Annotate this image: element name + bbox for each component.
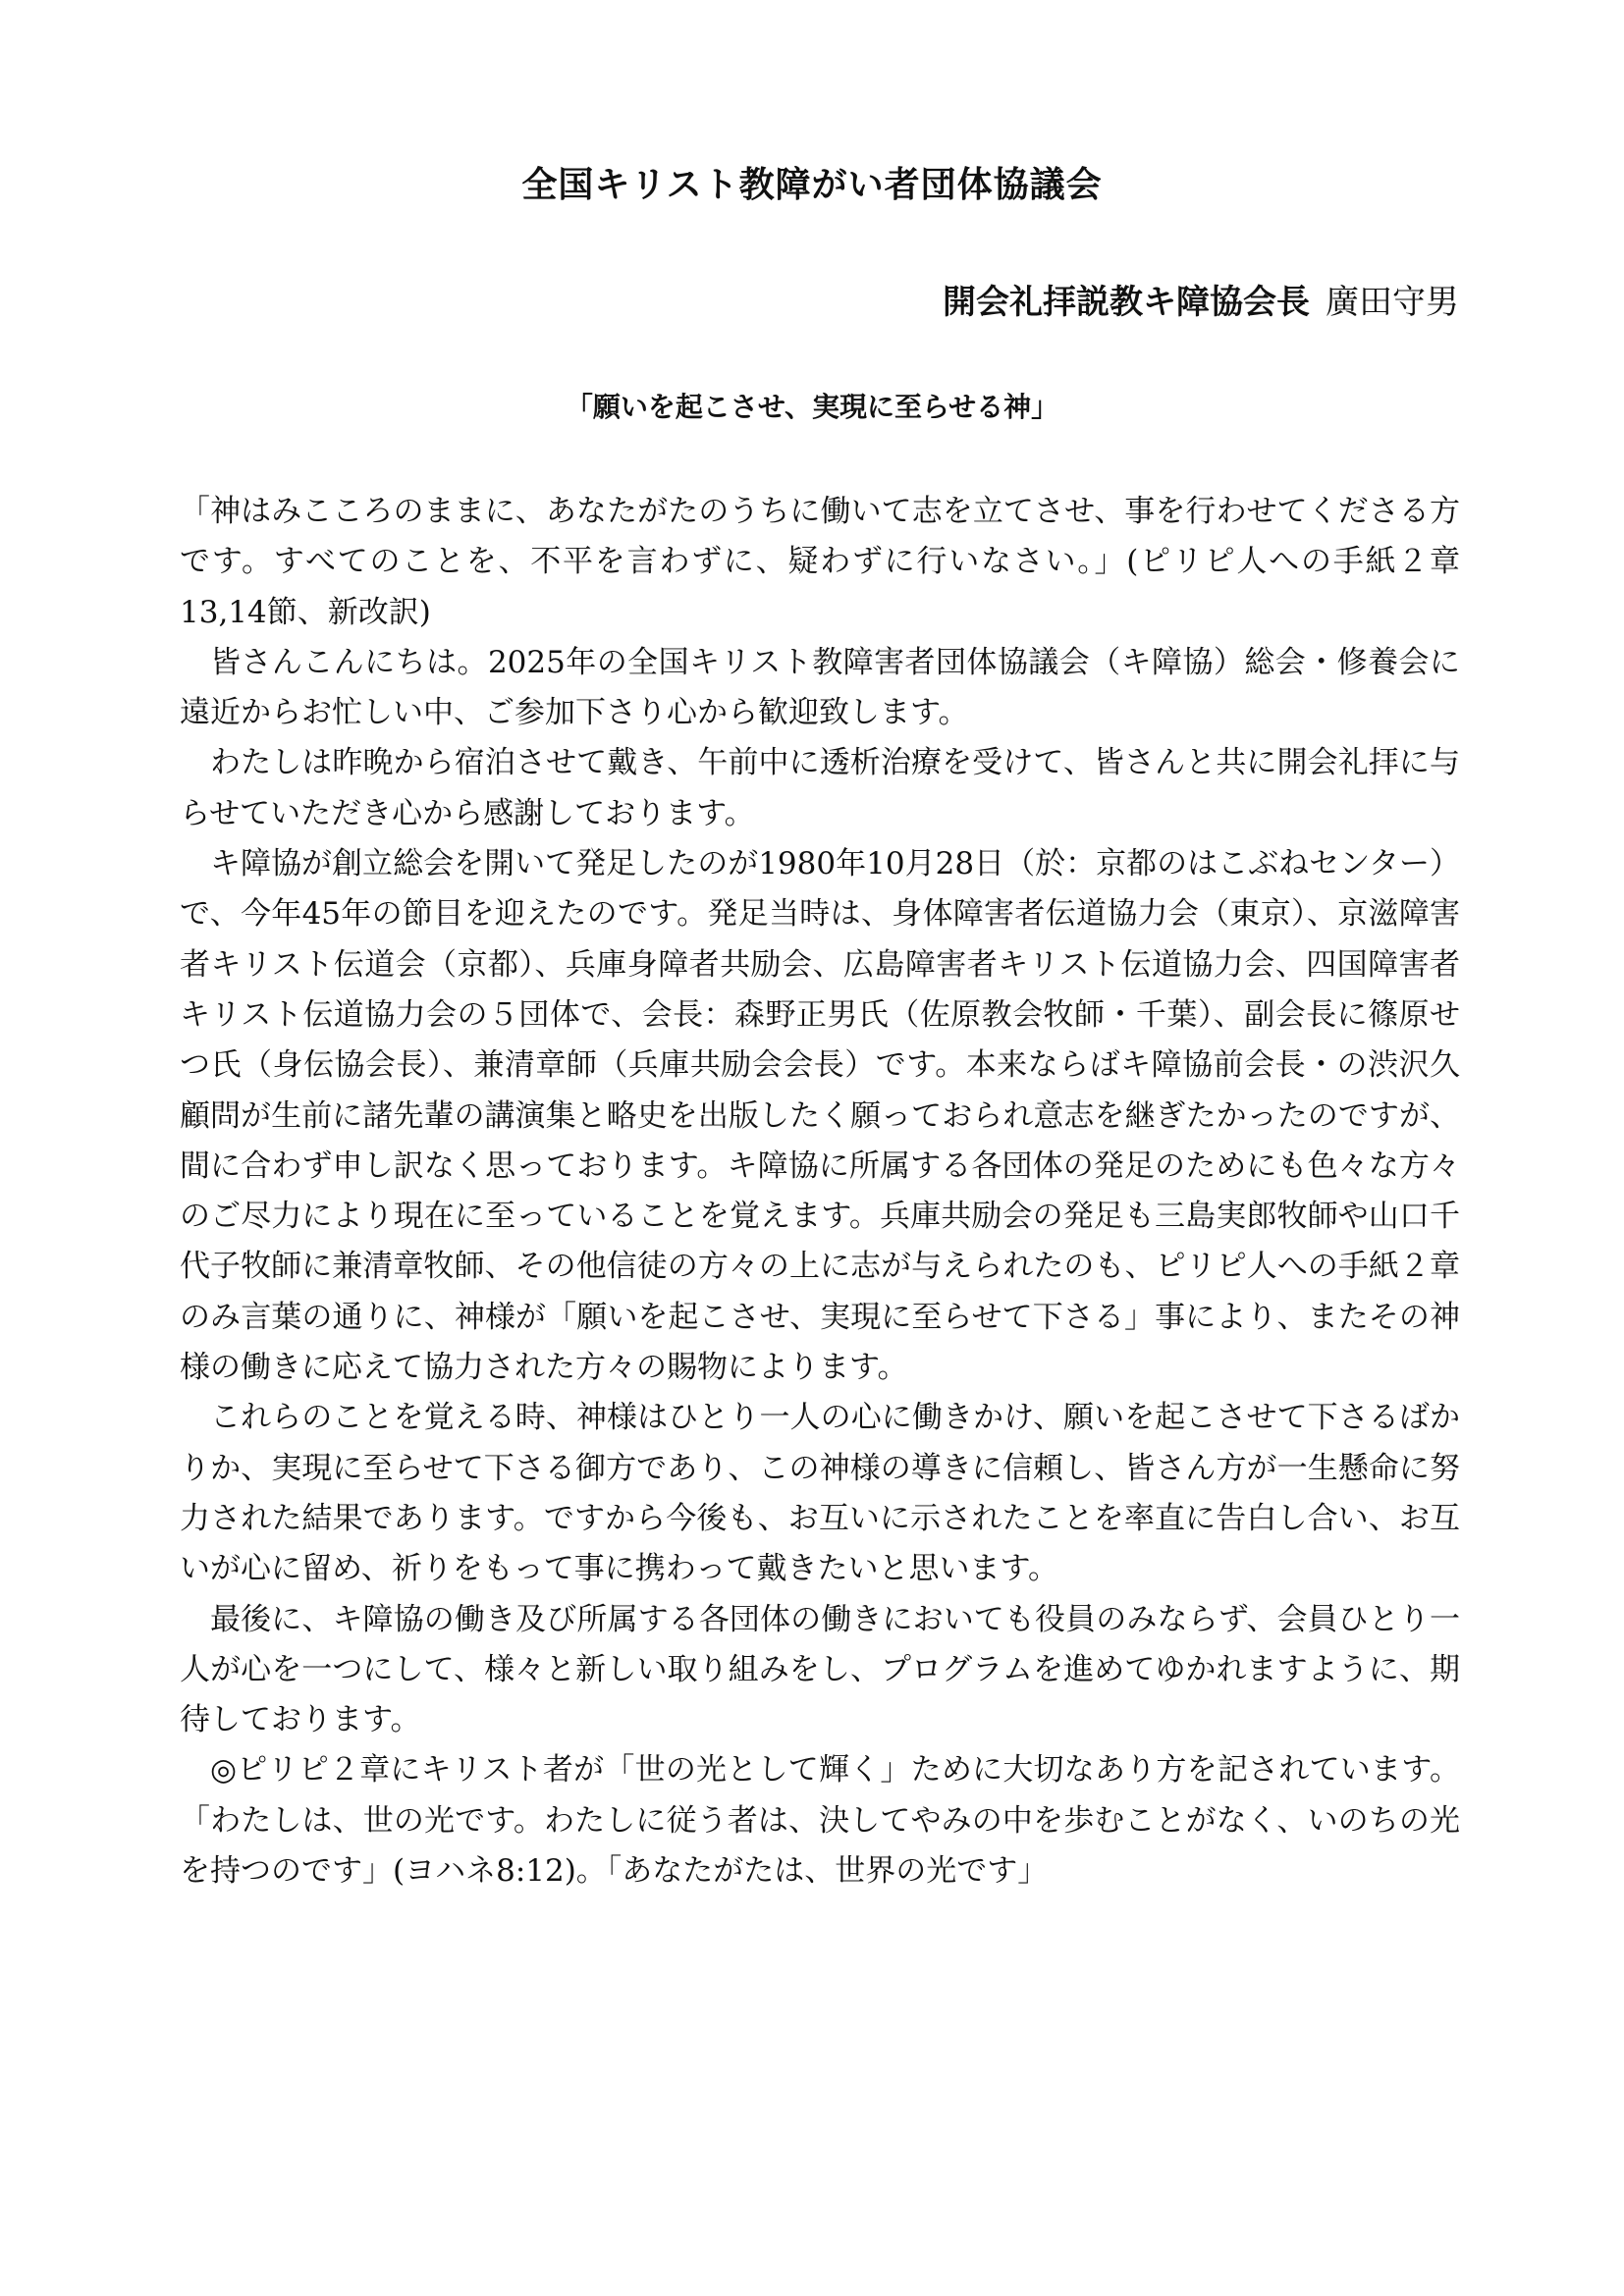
scripture-quote: 「神はみこころのままに、あなたがたのうちに働いて志を立てさせ、事を行わせてくださる方です。すべてのことを、不平を言わずに、疑わずに行いなさい。」(ピリピ人への手紙２章13,14節、新改訳)	[180, 494, 1460, 630]
sermon-title: 「願いを起こさせ、実現に至らせる神」	[565, 391, 1059, 423]
body-paragraph: これらのことを覚える時、神様はひとり一人の心に働きかけ、願いを起こさせて下さるばかりか、実現に至らせて下さる御方であり、この神様の導きに信頼し、皆さん方が一生懸命に努力された結果であります。ですから今後も、お互いに示されたことを率直に告白し合い、お互いが心に留め、祈りをもって事に携わって戴きたいと思います。	[180, 1400, 1460, 1587]
body-paragraph: わたしは昨晩から宿泊させて戴き、午前中に透析治療を受けて、皆さんと共に開会礼拝に与らせていただき心から感謝しております。	[180, 745, 1460, 831]
body-paragraph: 最後に、キ障協の働き及び所属する各団体の働きにおいても役員のみならず、会員ひとり一人が心を一つにして、様々と新しい取り組みをし、プログラムを進めてゆかれますように、期待しております。	[180, 1601, 1460, 1738]
author-role: 開会礼拝説教キ障協会長	[943, 283, 1310, 322]
body-paragraph: ◎ピリピ２章にキリスト者が「世の光として輝く」ために大切なあり方を記されています。「わたしは、世の光です。わたしに従う者は、決してやみの中を歩むことがなく、いのちの光を持つのです」(ヨハネ8:12)。「あなたがたは、世界の光です」	[180, 1752, 1460, 1890]
author-name: 廣田守男	[1326, 283, 1459, 322]
body-paragraph: 皆さんこんにちは。2025年の全国キリスト教障害者団体協議会（キ障協）総会・修養会に遠近からお忙しい中、ご参加下さり心から歓迎致します。	[180, 644, 1460, 731]
document-body	[180, 487, 1460, 1896]
author-line	[943, 275, 1459, 323]
body-paragraph: キ障協が創立総会を開いて発足したのが1980年10月28日（於：京都のはこぶねセンター）で、今年45年の節目を迎えたのです。発足当時は、身体障害者伝道協力会（東京）、京滋障害者キリスト伝道会（京都）、兵庫身障者共励会、広島障害者キリスト伝道協力会、四国障害者キリスト伝道協力会の５団体で、会長：森野正男氏（佐原教会牧師・千葉）、副会長に篠原せつ氏（身伝協会長）、兼清章師（兵庫共励会会長）です。本来ならばキ障協前会長・の渋沢久顧問が生前に諸先輩の講演集と略史を出版したく願っておられ意志を継ぎたかったのですが、間に合わず申し訳なく思っております。キ障協に所属する各団体の発足のためにも色々な方々のご尽力により現在に至っていることを覚えます。兵庫共励会の発足も三島実郎牧師や山口千代子牧師に兼清章牧師、その他信徒の方々の上に志が与えられたのも、ピリピ人への手紙２章のみ言葉の通りに、神様が「願いを起こさせ、実現に至らせて下さる」事により、またその神様の働きに応えて協力された方々の賜物によります。	[180, 846, 1460, 1386]
document-title: 全国キリスト教障がい者団体協議会	[521, 165, 1103, 205]
